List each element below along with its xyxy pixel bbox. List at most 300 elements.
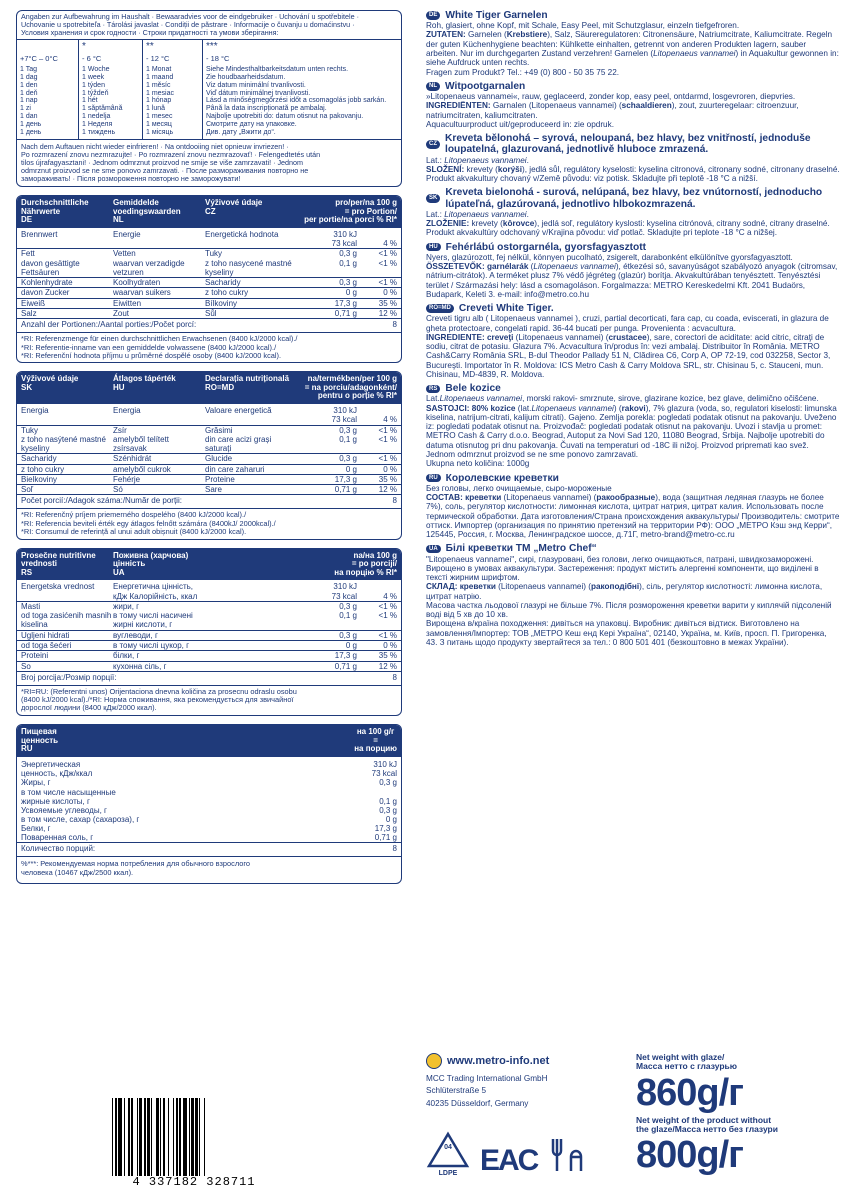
nutrition-cell	[293, 475, 315, 484]
ru-row	[17, 824, 401, 833]
nutrition-cell: 35 %	[378, 474, 397, 484]
nutrition-row	[17, 641, 401, 651]
right-column	[426, 10, 840, 651]
language-badge: SK	[426, 194, 440, 203]
storage-temp: - 6 °C	[82, 53, 102, 63]
nutrition-cell: Energie	[113, 229, 141, 239]
nutrition-cell: z toho cukry	[205, 288, 249, 298]
storage-duration: Zie houdbaarheidsdatum.	[206, 73, 286, 81]
nutrition-table-rs-ua	[16, 548, 402, 716]
nutrition-cell	[293, 582, 315, 601]
storage-duration: 1 месяц	[146, 120, 172, 128]
language-title	[426, 473, 840, 484]
nutrition-cell: 310 kJ 73 kcal	[331, 229, 357, 249]
nutrition-cell	[205, 651, 293, 660]
storage-duration: 1 день	[20, 120, 42, 128]
nutrition-row	[17, 249, 401, 258]
ru-value: 310 kJ 73 kcal	[371, 760, 397, 779]
storage-duration: 1 týždeň	[82, 89, 109, 97]
nutrition-cell: Valoare energetică	[205, 406, 272, 416]
nutrition-cell: <1 %	[378, 454, 397, 464]
nutrition-cell: 17,3 g	[334, 474, 357, 484]
product-name: Kreveta bělonohá – syrová, neloupaná, bez hlavy, bez vnitřností, jednoduše loupatelná, glazurovaná, jednotlivě hluboce zmrazená.	[445, 133, 811, 156]
storage-duration: 1 lună	[146, 105, 166, 113]
language-title	[426, 383, 840, 394]
nutrition-cell: Kohlenhydrate	[21, 278, 73, 288]
nutrition-header-cell: Prosečne nutritivne vrednosti RS	[21, 550, 96, 577]
nutrition-cell: 0,3 g	[339, 249, 357, 259]
ru-label: Белки, г	[21, 823, 51, 833]
product-name: Kreveta bielonohá - surová, nelúpaná, bez hlavy, bez vnútorností, jednoducho lúpateľná, glazúrovaná, jednotlivo hlbokozmrazená.	[445, 187, 823, 210]
nutrition-cell: Koolhydraten	[113, 278, 161, 288]
recycle-icon	[426, 1131, 470, 1177]
nutrition-cell	[205, 641, 293, 650]
product-name: Fehérlábú ostorgarnéla, gyorsfagyasztott	[445, 241, 647, 253]
storage-duration: Смотрите дату на упаковке.	[206, 120, 297, 128]
product-description: Nyers, glazúrozott, fej nélkül, könnyen pucolható, zsigerelt, darabonként elkülönítve gyorsfagyasztott. ÖSSZETEVŐK: garnélarák (Litopenaeus vannamei), étkezési só, savanyúságot szabályozó anyagok (citromsav, nátrium-citrátok). A terméket plusz 7% védő jégréteg (glazúr) borítja. Akvakultúrában tenyésztett. Tenyésztési terület / Származási hely: lásd a csomagoláson. Forgalmazza: METRO Kereskedelmi Kft. 2041 Budaörs, Budapark, Keleti 3. e-mail: info@metro.co.hu	[426, 252, 838, 299]
freezer-stars: **	[146, 40, 154, 52]
product-description: Creveti tigru alb ( Litopenaeus vannamei ), cruzi, partial decorticati, fara cap, cu coada, eviscerati, in glazura de gheta protectoare, congelati rapid. 36-44 bucati per punga. Provenienta : acvacultura. INGREDIENTE: creveţi (Litopenaeus vannamei) (crustacee), sare, corectori de aciditate: acid citric, citraţi de sodiu, citrat de potasiu. Glazura 7%. Acvacultura în/produs în: vezi ambalaj. Distribuitor în România. METRO Cash&Carry România SRL, B-dul Theodor Pallady 51 N, Clădirea C6, Corp A, OP 72-19, cod 032258, Sector 3, Bucureşti. Importator în R. Moldova: ICS Metro Cash & Carry Moldova SRL, str. Chisinau 5, c. Stauceni, mun. Chisinau, MD-4839, R. Moldova.	[426, 314, 831, 379]
storage-head-line: Условия хранения и срок годности · Строки придатності та умови зберігання:	[21, 28, 279, 37]
nutrition-cell: в тому числі цукор, г	[113, 640, 190, 650]
footer	[426, 1053, 840, 1193]
nutrition-cell	[293, 602, 315, 611]
nutrition-cell	[293, 641, 315, 650]
nutrition-cell	[293, 278, 315, 287]
storage-header	[17, 11, 401, 39]
storage-box	[16, 10, 402, 187]
ru-row	[17, 760, 401, 778]
left-column	[16, 10, 402, 892]
nutrition-row	[17, 426, 401, 435]
language-block	[426, 543, 840, 647]
barcode-number: 4 337182 328711	[132, 1175, 256, 1189]
nutrition-cell: davon Zucker	[21, 288, 70, 298]
nutrition-cell	[293, 454, 315, 463]
storage-temp: - 18 °C	[206, 53, 230, 63]
nutrition-cell: Ugljeni hidrati	[21, 630, 70, 640]
ru-footnote: %***: Рекомендуемая норма потребления для обычного взрослого человека (10467 кДж/2500 ккал).	[17, 856, 401, 883]
nutrition-cell: 0,1 g	[339, 434, 357, 444]
net-weights	[636, 1053, 840, 1178]
nutrition-table-de-nl-cz	[16, 195, 402, 363]
nutrition-cell: Fett	[21, 249, 35, 259]
portions-value: 8	[392, 844, 397, 854]
ru-label: Жиры, г	[21, 778, 51, 788]
freezer-stars: *	[82, 40, 86, 52]
nutrition-cell: Eiweiß	[21, 298, 46, 308]
address-line: 40235 Düsseldorf, Germany	[426, 1098, 529, 1108]
product-name: Creveti White Tiger.	[458, 303, 554, 315]
language-badge: CZ	[426, 140, 440, 149]
nutrition-table-ru	[16, 724, 402, 884]
nutrition-cell: 17,3 g	[334, 651, 357, 661]
nutrition-header-cell	[205, 552, 293, 578]
thaw-warning	[17, 139, 401, 186]
nutrition-row	[17, 475, 401, 485]
nutrition-cell: жири, г	[113, 601, 140, 611]
nutrition-cell: Sůl	[205, 308, 217, 318]
language-title	[426, 133, 840, 155]
nutrition-cell: Glucide	[205, 454, 233, 464]
nutrition-cell: Energia	[113, 406, 141, 416]
storage-duration: 1 zi	[20, 105, 31, 113]
storage-column	[79, 40, 143, 139]
nutrition-cell: Zsír	[113, 425, 127, 435]
nutrition-cell: waarvan suikers	[113, 288, 171, 298]
language-badge: NL	[426, 82, 440, 91]
nutrition-cell	[293, 662, 315, 671]
nutrition-cell	[293, 309, 315, 318]
storage-duration: 1 săptămână	[82, 105, 123, 113]
nutrition-cell: Energia	[21, 406, 49, 416]
weight-noglaze-label: Net weight of the product without the glaze/Масса нетто без глазури	[636, 1114, 778, 1135]
ru-value: 0 g	[385, 814, 397, 824]
language-block	[426, 10, 840, 77]
nutrition-cell: 0,71 g	[334, 308, 357, 318]
ru-value: 0,3 g	[379, 805, 397, 815]
storage-duration: Див. дату „Вжити до“.	[206, 128, 276, 136]
nutrition-cell: amelyből telített zsírsavak	[113, 434, 170, 454]
address-line: MCC Trading International GmbH	[426, 1074, 548, 1083]
language-badge: HU	[426, 243, 441, 252]
nutrition-cell	[293, 631, 315, 640]
nutrition-cell: amelyből cukrok	[113, 464, 171, 474]
nutrition-header-cell: Gemiddelde voedingswaarden NL	[113, 197, 181, 225]
storage-duration: 1 тиждень	[82, 128, 116, 136]
nutrition-cell	[293, 249, 315, 258]
freezer-stars: ***	[206, 40, 218, 52]
nutrition-row	[17, 309, 401, 318]
language-block	[426, 133, 840, 183]
nutrition-row	[17, 631, 401, 641]
storage-duration: 1 місяць	[146, 128, 174, 136]
storage-temp: - 12 °C	[146, 53, 170, 63]
nutrition-cell	[205, 582, 293, 601]
ru-row	[17, 788, 401, 806]
portions-label: Počet porcií:/Adagok száma:/Număr de porții:	[21, 496, 182, 506]
product-name: Bele kozice	[445, 383, 501, 395]
nutrition-cell: Grăsimi	[205, 425, 233, 435]
thaw-line: tilos újrafagyasztani! · Jednom odmrznut proizvod ne smije se više zamrzavati! · Jednom	[21, 157, 304, 167]
nutrition-row	[17, 582, 401, 602]
product-description: Lat.Litopenaeus vannamei, morski rakovi- smrznute, sirove, glazirane kozice, bez glave, delimično očišćene. SASTOJCI: 80% kozice (lat.Litopenaeus vannamei) (rakovi), 7% glazura (voda, so, regulatori kiselosti: limunska kiselina, natrijum-citrati, kalijum citrati). Gajeno. Zemlja porekla: pogledati podatak otisnut na pakovanju. Uveženo iz: pogledati podatak otisnut na. Proizvođač: pogledati podatak otisnut na pakovanju. Uvozi i stavlja u promet: METRO Cash & Carry d.o.o. Beograd, Autoput za Novi Sad 120, 11080 Beograd, Srbija. Najbolje upotrebiti do datuma otisnutog pri dnu pakovanja. Čuvati na temperaturi od -18C ili nižoj. Proizvod pripremati kao svež. Jednom odmrznut proizvod se ne sme ponovo zamrzavati. Ukupna neto količina: 1000g	[426, 394, 837, 469]
nutrition-header-cell: Declarația nutrițională RO=MD	[205, 374, 290, 392]
nutrition-header-cell: Výživové údaje CZ	[205, 197, 263, 216]
ru-label: в том числе, сахар (сахароза), г	[21, 814, 140, 824]
product-description: »Litopenaeus vannamei«, rauw, geglaceerd, zonder kop, easy peel, ontdarmd, losgevroren, diepvries. INGREDIËNTEN: Garnalen (Litopenaeus vannamei) (schaaldieren), zout, zuurteregelaar: citroenzuur, natriumcitraten, kaliumcitraten. Aquacultuurproduct uit/geproduceerd in: zie opdruk.	[426, 92, 799, 129]
nutrition-cell: Só	[113, 485, 123, 495]
portions-value: 8	[392, 320, 397, 330]
storage-duration: Najbolje upotrebiti do: datum otisnut na pakovanju.	[206, 113, 364, 121]
nutrition-cell: Energetická hodnota	[205, 229, 279, 239]
nutrition-cell: Bielkoviny	[21, 474, 58, 484]
nutrition-cell: 0 g	[345, 288, 357, 298]
language-title	[426, 543, 840, 554]
product-name: Королевские креветки	[445, 472, 559, 484]
freezer-stars	[20, 42, 75, 52]
ru-row	[17, 815, 401, 824]
portions-value: 8	[392, 672, 397, 682]
storage-grid	[17, 39, 401, 139]
nutrition-cell: <1 %	[378, 434, 397, 444]
nutrition-cell: Bílkoviny	[205, 298, 238, 308]
storage-duration: Lásd a minőségmegőrzési időt a csomagolás jobb sarkán.	[206, 97, 387, 105]
portions-row	[17, 494, 401, 508]
nutrition-cell: <1 %	[378, 278, 397, 288]
storage-duration: 1 nap	[20, 97, 38, 105]
language-badge: UA	[426, 545, 441, 554]
nutrition-cell: z toho nasycené mastné kyseliny	[205, 258, 292, 277]
ru-label: в том числе насыщенные жирные кислоты, г	[21, 787, 116, 806]
storage-column	[203, 40, 401, 139]
nutrition-cell: z toho nasýtené mastné kyseliny	[21, 434, 106, 454]
nutrition-row	[17, 651, 401, 661]
nutrition-row	[17, 299, 401, 309]
nutrition-cell: <1 %	[378, 601, 397, 611]
storage-duration: Siehe Mindesthaltbarkeitsdatum unten rechts.	[206, 66, 349, 74]
language-title	[426, 10, 840, 21]
nutrition-cell: din care acizi grași saturați	[205, 434, 272, 454]
nutrition-header-cell: Durchschnittliche Nährwerte DE	[21, 197, 89, 225]
thaw-line: Nach dem Auftauen nicht wieder einfrieren! · Na ontdooiing niet opnieuw invriezen! ·	[21, 141, 289, 151]
nutrition-cell: Proteini	[21, 651, 49, 661]
ru-value: 0,1 g	[379, 796, 397, 806]
barcode-bar	[205, 1098, 208, 1176]
nutrition-cell: Soľ	[21, 485, 34, 495]
nutrition-row	[17, 278, 401, 288]
storage-duration: 1 dag	[20, 73, 38, 81]
nutrition-cell: od toga šećeri	[21, 640, 72, 650]
nutrition-cell: 0 %	[383, 464, 397, 474]
weight-noglaze-value: 800g/г	[636, 1134, 743, 1177]
nutrition-cell: din care zaharuri	[205, 464, 265, 474]
nutrition-cell: Eiwitten	[113, 298, 142, 308]
language-block	[426, 303, 840, 379]
storage-duration: 1 hónap	[146, 97, 172, 105]
nutrition-cell: 0,71 g	[334, 661, 357, 671]
nutrition-row	[17, 602, 401, 611]
nutrition-cell: 0,3 g	[339, 278, 357, 288]
ru-label: Усвояемые углеводы, г	[21, 805, 107, 815]
nutrition-row	[17, 435, 401, 455]
portions-label: Количество порций:	[21, 844, 96, 854]
nutrition-row	[17, 485, 401, 494]
portions-row	[17, 671, 401, 685]
nutrition-cell: Salz	[21, 308, 37, 318]
nutrition-cell	[293, 435, 315, 454]
nutrition-cell: Energetska vrednost	[21, 582, 95, 592]
nutrition-cell: Masti	[21, 601, 41, 611]
nutrition-cell: 4 %	[383, 415, 397, 425]
food-safe-icon	[547, 1135, 587, 1178]
nutrition-cell: z toho cukry	[21, 464, 65, 474]
nutrition-header	[17, 196, 401, 228]
nutrition-cell: 0 g	[345, 464, 357, 474]
nutrition-header-cell: Поживна (харчова) цінність UA	[113, 550, 189, 577]
nutrition-cell: 35 %	[378, 298, 397, 308]
nutrition-row	[17, 662, 401, 671]
ru-label: Энергетическая ценность, кДж/ккал	[21, 760, 93, 779]
recycle-code: 04	[444, 1143, 452, 1151]
nutrition-cell: <1 %	[378, 425, 397, 435]
nutrition-cell: вуглеводи, г	[113, 630, 158, 640]
nutrition-header-cell: Átlagos tápérték HU	[113, 374, 176, 392]
storage-head-line: Uchovanie u spotrebiteľa · Tárolási javaslat · Condiții de păstrare · Informacije o čuvanju u domaćinstvu ·	[21, 20, 355, 29]
nutrition-cell	[293, 299, 315, 308]
product-name: White Tiger Garnelen	[445, 10, 548, 21]
storage-temp: +7°C – 0°C	[20, 53, 58, 63]
nutrition-cell: 0 g	[345, 640, 357, 650]
nutrition-cell: <1 %	[378, 611, 397, 621]
nutrition-cell: 35 %	[378, 651, 397, 661]
nutrition-cell: Sacharidy	[205, 278, 241, 288]
barcode	[112, 1098, 276, 1190]
barcode-bars	[112, 1098, 276, 1176]
nutrition-cell: Sacharidy	[21, 454, 57, 464]
nutrition-cell: Tuky	[205, 249, 223, 259]
certification-icons	[426, 1131, 587, 1177]
portions-value: 8	[392, 496, 397, 506]
nutrition-header	[17, 372, 401, 404]
nutrition-cell: Szénhidrát	[113, 454, 152, 464]
nutrition-header-cell: Výživové údaje SK	[21, 374, 79, 392]
nutrition-cell	[293, 406, 315, 425]
language-title	[426, 242, 840, 253]
nutrition-cell: Tuky	[21, 425, 39, 435]
product-description: Lat.: Litopenaeus vannamei. SLOŽENÍ: krevety (korýši), jedlá sůl, regulátory kyselosti: kyselina citronová, citronany sodné, citronany draselné. Produkt akvakultury chovaný v/Země původu: viz potisk. Skladujte při teplotě -18 °C a nižší.	[426, 155, 840, 184]
nutrition-cell: 0,1 g	[339, 611, 357, 621]
nutrition-cell: Vetten	[113, 249, 136, 259]
storage-duration: 1 Tag	[20, 66, 37, 74]
nutrition-cell: 4 %	[383, 239, 397, 249]
nutrition-cell: Brennwert	[21, 229, 58, 239]
nutrition-cell: 310 kJ 73 kcal	[331, 582, 357, 601]
storage-duration: 1 měsíc	[146, 81, 171, 89]
website-link[interactable]: www.metro-info.net	[447, 1054, 550, 1067]
eac-mark: EAC	[480, 1143, 538, 1177]
nutrition-cell: So	[21, 661, 31, 671]
storage-duration: 1 hét	[82, 97, 98, 105]
nutrition-cell: davon gesättigte Fettsäuren	[21, 258, 80, 277]
nutrition-cell	[293, 611, 315, 630]
ri-footnote: *RI: Referenzmenge für einen durchschnittlichen Erwachsenen (8400 kJ/2000 kcal)./ *RI: Referentie-inname van een gemiddelde volwassene (8400 kJ/2000 kcal)./ *RI: Referenční hodnota příjmu u průměrné dospělé osoby (8400 kJ/2000 kcal).	[17, 332, 401, 362]
nutrition-cell: 0,3 g	[339, 601, 357, 611]
portions-label: Broj porcija:/Розмір порції:	[21, 672, 117, 682]
nutrition-cell: od toga zasićenih masnih kiselina	[21, 611, 112, 630]
language-badge: RS	[426, 385, 440, 394]
nutrition-header-cell: na/termékben/per 100 g = na porciu/adagonként/ pentru o porție % RI*	[304, 374, 397, 401]
nutrition-cell	[205, 631, 293, 640]
nutrition-cell: 0,1 g	[339, 258, 357, 268]
storage-duration: 1 den	[20, 81, 38, 89]
product-name: Witpootgarnalen	[445, 80, 526, 92]
nutrition-cell: 0 %	[383, 640, 397, 650]
nutrition-cell: 17,3 g	[334, 298, 357, 308]
nutrition-cell: 4 %	[383, 591, 397, 601]
nutrition-cell: 0,3 g	[339, 425, 357, 435]
ru-table-header	[17, 725, 401, 757]
nutrition-cell	[293, 426, 315, 435]
nutrition-row	[17, 406, 401, 426]
thaw-line: Po rozmrazení znovu nezmrazujte! · Po rozmrazení znovu nezmrazovať! · Felengedtetés után	[21, 149, 321, 159]
nutrition-row	[17, 288, 401, 298]
language-block	[426, 187, 840, 237]
ru-row	[17, 778, 401, 787]
portions-row	[17, 318, 401, 332]
ru-value: 0,71 g	[374, 833, 397, 843]
product-description: Roh, glasiert, ohne Kopf, mit Schale, Easy Peel, mit Schutzglasur, einzeln tiefgefroren. ZUTATEN: Garnelen (Krebstiere), Salz, Säureregulatoren: Citronensäure, Natriumcitrate, Kaliumcitrate. Regeln der guten Küchenhygiene beachten: Kühlkette einhalten, getrennt von anderen Produkten lagern, sauber arbeiten. Nur im durchgegarten Zustand verzehren! Garnelen (Litopenaeus vannamei) in Aquakultur gewonnen in: siehe Aufdruck unten rechts. Fragen zum Produkt? Tel.: +49 (0) 800 - 50 35 75 22.	[426, 21, 839, 77]
nutrition-cell	[293, 259, 315, 278]
ri-footnote: *RI: Referenčný príjem priemerného dospelého (8400 kJ/2000 kcal)./ *RI: Referencia beviteli érték egy átlagos felnőtt számára (8400kJ/ 2000kcal)./ *RI: Consumul de referință al unui adult obișnuit (8400 kJ/2000 kcal).	[17, 508, 401, 538]
storage-duration: 1 Monat	[146, 66, 172, 74]
nutrition-cell: Zout	[113, 308, 130, 318]
nutrition-cell	[293, 485, 315, 494]
nutrition-cell: 310 kJ 73 kcal	[331, 406, 357, 425]
storage-duration: Viď dátum minimálnej trvanlivosti.	[206, 89, 311, 97]
nutrition-cell: 12 %	[378, 661, 397, 671]
product-description: "Litopenaeus vannamei", сирі, глазуровані, без голови, легко очищаються, патрані, швидкозаморожені. Вирощено в умовах аквакультури. Застереження: продукт містить алергенні компоненти, що виділені в тексті жирним шрифтом. СКЛАД: креветки (Litopenaeus vannamei) (ракоподібні), сіль, регулятор кислотності: лимонна кислота, цитрат натрію. Масова частка льодової глазурі не більше 7%. Після розмороження креветки варити у киплячій підсоленій воді від 5 хв до 10 хв. Вирощена в/країна походження: дивіться на упаковці. Виробник: дивіться відтиск. Виготовлено на замовлення/Імпортер: ТОВ „МЕТРО Кеш енд Кері Україна“, 02140, Україна, м. Київ, просп. П. Григоренка, 43. З питань щодо продукту звертайтеся за тел.: 0 800 501 401 (безкоштовно в межах України).	[426, 554, 832, 647]
language-title	[426, 81, 840, 92]
nutrition-cell: <1 %	[378, 258, 397, 268]
nutrition-header-cell: pro/per/na 100 g = pro Portion/ per portie/na porci % RI*	[304, 197, 397, 225]
language-block	[426, 383, 840, 468]
storage-head-line: Angaben zur Aufbewahrung im Haushalt · Bewaaradvies voor de eindgebruiker · Uchování u spotřebitele ·	[21, 13, 360, 21]
weight-glaze-value: 860g/г	[636, 1071, 743, 1114]
storage-duration: 1 deň	[20, 89, 38, 97]
ru-row	[17, 833, 401, 842]
storage-duration: 1 týden	[82, 81, 105, 89]
language-badge: RU	[426, 474, 441, 483]
nutrition-header	[17, 549, 401, 581]
language-badge: RO=MD	[426, 304, 454, 313]
storage-column	[17, 40, 79, 139]
language-badge: DE	[426, 11, 440, 20]
thaw-line: замораживать! · Після розмороження повторно не заморожувати!	[21, 173, 241, 183]
ru-head-right: на 100 g/г = на порцию	[354, 726, 397, 754]
nutrition-row	[17, 259, 401, 279]
recycle-label: LDPE	[438, 1169, 458, 1177]
nutrition-cell: 0 %	[383, 288, 397, 298]
nutrition-cell: 12 %	[378, 308, 397, 318]
nutrition-cell	[293, 651, 315, 660]
nutrition-cell: Fehérje	[113, 474, 141, 484]
language-block	[426, 81, 840, 129]
nutrition-cell: <1 %	[378, 249, 397, 259]
ru-value: 0,3 g	[379, 778, 397, 788]
nutrition-cell	[293, 465, 315, 474]
storage-duration: 1 week	[82, 73, 105, 81]
portions-label: Anzahl der Portionen:/Aantal porties:/Počet porcí:	[21, 320, 197, 330]
nutrition-cell	[293, 230, 315, 249]
storage-duration: 1 dan	[20, 113, 38, 121]
storage-duration: Până la data inscripționată pe ambalaj.	[206, 105, 327, 113]
language-title	[426, 303, 840, 314]
ru-label: Поваренная соль, г	[21, 833, 94, 843]
nutrition-cell: waarvan verzadigde vetzuren	[113, 258, 185, 277]
storage-duration: 1 Woche	[82, 66, 110, 74]
ri-footnote: *RI=RU: (Referentni unos) Orijentaciona dnevna količina za prosecnu odraslu osobu (8400 kJ/2000 kcal)./*RI: Норма споживання, яка рекомендується для звичайної дорослої людини (8400 кДж/2000 ккал).	[17, 685, 401, 715]
product-description: Lat.: Litopenaeus vannamei. ZLOŽENIE: krevety (kôrovce), jedlá soľ, regulátory kyslosti: kyselina citrónová, citrany sodné, citrany draselné. Produkt akvakultúry odchovaný v/Krajina pôvodu: viď potlač. Skladujte pri teplote -18 °C a nižšej.	[426, 209, 830, 238]
nutrition-row	[17, 611, 401, 631]
nutrition-cell	[205, 662, 293, 671]
storage-duration: 1 mesec	[146, 113, 173, 121]
language-block	[426, 242, 840, 300]
ru-row	[17, 806, 401, 815]
nutrition-cell: 0,3 g	[339, 630, 357, 640]
ru-rows	[17, 757, 401, 842]
nutrition-cell	[205, 602, 293, 611]
